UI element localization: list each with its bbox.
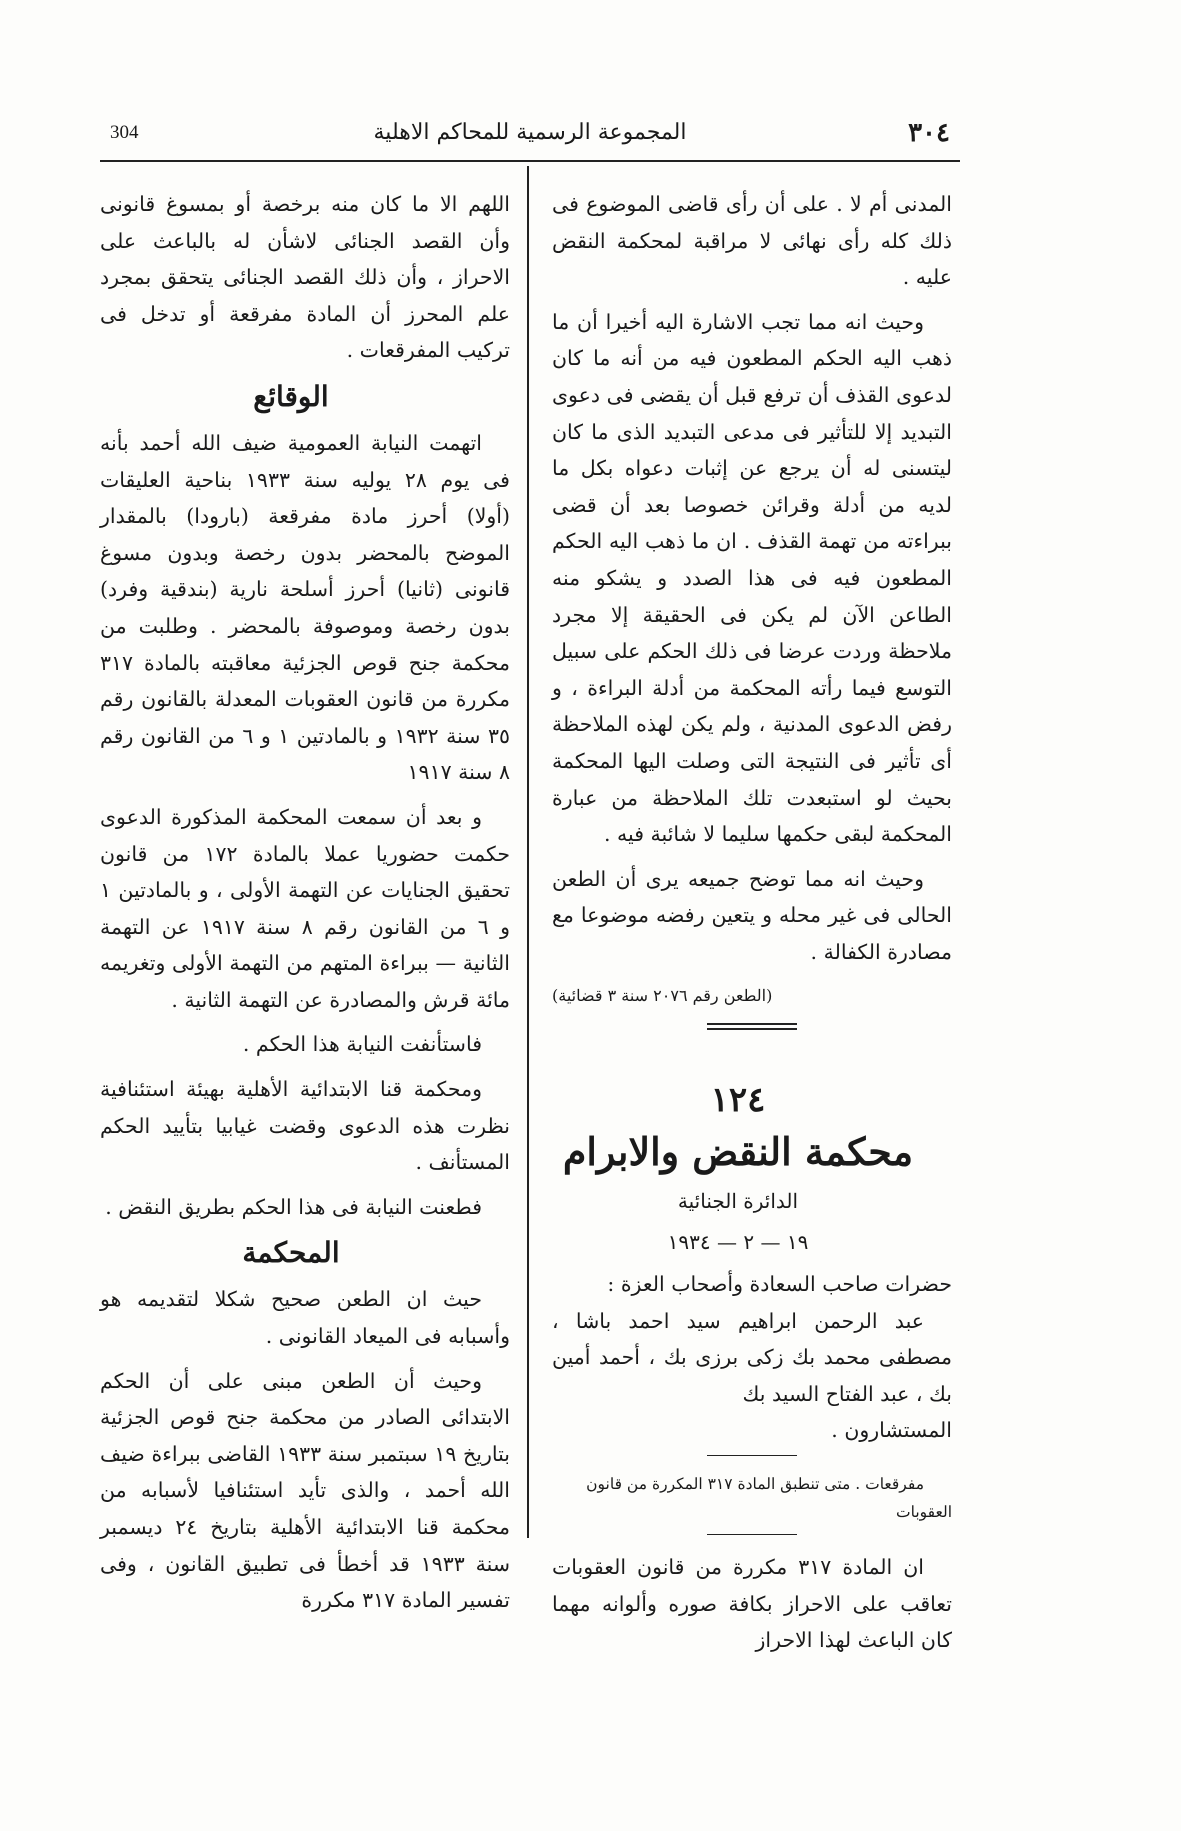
paragraph: فطعنت النيابة فى هذا الحكم بطريق النقض .	[105, 1194, 482, 1219]
judges-panel	[552, 1266, 952, 1449]
paragraph: و بعد أن سمعت المحكمة المذكورة الدعوى حكمت حضوريا عملا بالمادة ١٧٢ من قانون تحقيق الجنايات عن التهمة الأولى ، و بالمادتين ١ و ٦ من القانون رقم ٨ سنة ١٩١٧ عن التهمة الثانية — ببراءة المتهم من التهمة الأولى وتغريمه مائة قرش والمصادرة عن التهمة الثانية .	[100, 804, 511, 1012]
paragraph: حيث ان الطعن صحيح شكلا لتقديمه هو وأسبابه فى الميعاد القانونى .	[100, 1287, 510, 1349]
paragraph: اتهمت النيابة العمومية ضيف الله أحمد بأنه فى يوم ٢٨ يوليه سنة ١٩٣٣ بناحية العليقات (أولا) أحرز مادة مفرقعة (بارودا) بالمقدار الموضح بالمحضر بدون رخصة وبدون مسوغ قانونى (ثانيا) أحرز أسلحة نارية (بندقية وفرد) بدون رخصة وموصوفة بالمحضر . وطلبت من محكمة جنح قوص الجزئية معاقبته بالمادة ٣١٧ مكررة من قانون العقوبات المعدلة بالقانون رقم ٣٥ سنة ١٩٣٢ و بالمادتين ١ و ٦ من القانون رقم ٨ سنة ١٩١٧	[100, 430, 511, 785]
paragraph: ومحكمة قنا الابتدائية الأهلية بهيئة استئنافية نظرت هذه الدعوى وقضت غيابيا بتأييد الحكم المستأنف .	[100, 1077, 510, 1175]
circuit-name: الدائرة الجنائية	[677, 1189, 799, 1214]
paragraph: وحيث أن الطعن مبنى على أن الحكم الابتدائى الصادر من محكمة جنح قوص الجزئية بتاريخ ١٩ سبتمبر سنة ١٩٣٣ القاضى ببراءة ضيف الله أحمد ، والذى تأيد استئنافيا لأسبابه من محكمة قنا الابتدائية الأهلية بتاريخ ٢٤ ديسمبر سنة ١٩٣٣ قد أخطأ فى تطبيق القانون ، وفى تفسير المادة ٣١٧ مكررة	[100, 1368, 510, 1613]
right-column	[552, 186, 952, 1667]
left-column	[100, 186, 510, 1627]
page-number-latin: 304	[110, 122, 139, 143]
legal-principle: ان المادة ٣١٧ مكررة من قانون العقوبات تعاقب على الاحراز بكافة صوره وألوانه مهما كان الباعث لهذا الاحراز	[552, 1555, 952, 1653]
header-rule	[100, 160, 960, 162]
paragraph: المدنى أم لا . على أن رأى قاضى الموضوع فى ذلك كله رأى نهائى لا مراقبة لمحكمة النقض عليه .	[552, 192, 952, 290]
running-title: المجموعة الرسمية للمحاكم الاهلية	[373, 120, 687, 145]
paragraph: فاستأنفت النيابة هذا الحكم .	[242, 1032, 482, 1057]
paragraph: وحيث انه مما توضح جميعه يرى أن الطعن الحالى فى غير محله و يتعين رفضه موضوعا مع مصادرة الكفالة .	[552, 866, 952, 964]
separator-rule	[707, 1534, 797, 1535]
double-rule	[707, 1023, 797, 1030]
page-header	[110, 118, 950, 158]
court-name: محكمة النقض والابرام	[562, 1129, 914, 1175]
facts-heading: الوقائع	[253, 379, 329, 413]
paragraph: اللهم الا ما كان منه برخصة أو بمسوغ قانونى وأن القصد الجنائى لاشأن له بالباعث على الاحراز ، وأن ذلك القصد الجنائى يتحقق بمجرد علم المحرز أن المادة مفرقعة أو تدخل فى تركيب المفرقعات .	[100, 192, 510, 363]
panel-names: عبد الرحمن ابراهيم سيد احمد باشا ، مصطفى محمد بك زكى برزى بك ، أحمد أمين بك ، عبد الفتاح السيد بك	[552, 1308, 952, 1406]
page-number-arabic: ٣٠٤	[908, 118, 950, 148]
judgment-date: ١٩ — ٢ — ١٩٣٤	[667, 1230, 809, 1255]
headnote: مفرقعات . متى تنطبق المادة ٣١٧ المكررة من قانون العقوبات	[586, 1475, 952, 1522]
paragraph: وحيث انه مما تجب الاشارة اليه أخيرا أن ما ذهب اليه الحكم المطعون فيه من أنه ما كان لدعوى القذف أن ترفع قبل أن يقضى فى دعوى التبديد إلا للتأثير فى مدعى التبديد الذى ما كان ليتسنى له أن يرجع عن إثبات دعواه بكل ما لديه من أدلة وقرائن خصوصا بعد أن قضى ببراءته من تهمة القذف . ان ما ذهب اليه الحكم المطعون فيه فى هذا الصدد و يشكو منه الطاعن الآن لم يكن فى الحقيقة إلا مجرد ملاحظة وردت عرضا فى ذلك الحكم على سبيل التوسع فيما رأته المحكمة من أدلة البراءة ، و رفض الدعوى المدنية ، ولم يكن لهذه الملاحظة أى تأثير فى النتيجة التى وصلت اليها المحكمة بحيث لو استبعدت تلك الملاحظة من عبارة المحكمة لبقى حكمها سليما لا شائبة فيه .	[552, 309, 952, 847]
separator-rule	[707, 1455, 797, 1456]
case-citation: (الطعن رقم ٢٠٧٦ سنة ٣ قضائية)	[552, 986, 773, 1006]
case-number: ١٢٤	[710, 1080, 766, 1121]
panel-title: المستشارون .	[831, 1418, 952, 1443]
column-divider	[527, 166, 529, 1538]
court-heading: المحكمة	[242, 1236, 340, 1270]
panel-intro: حضرات صاحب السعادة وأصحاب العزة :	[607, 1272, 952, 1297]
